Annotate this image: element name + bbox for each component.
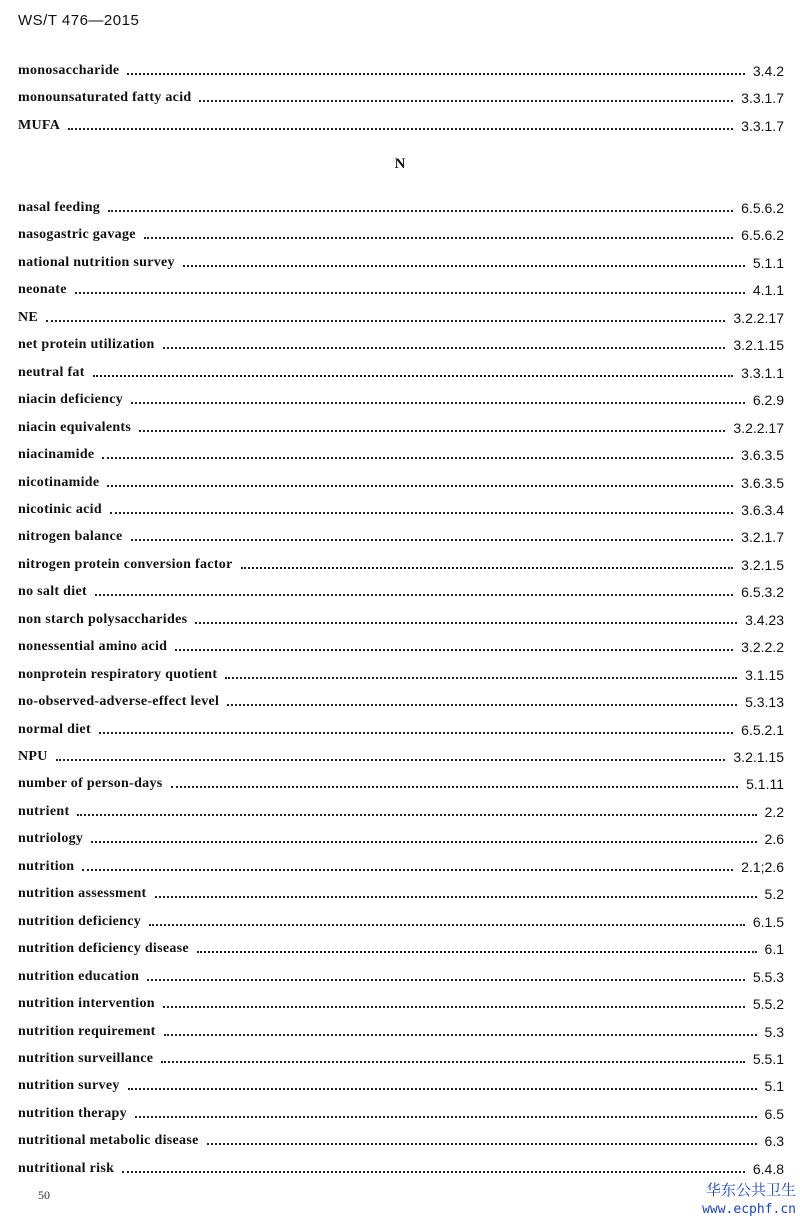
clause-reference: 3.6.3.5 <box>741 474 784 491</box>
index-term: nutrition deficiency disease <box>18 941 189 957</box>
index-term: normal diet <box>18 721 91 737</box>
index-term: nutrient <box>18 803 70 819</box>
index-entry <box>18 610 784 630</box>
index-entry <box>18 884 784 904</box>
index-entry <box>18 967 784 987</box>
index-entry <box>18 912 784 932</box>
dot-leader <box>135 1116 757 1118</box>
index-term: national nutrition survey <box>18 254 175 270</box>
index-term: nicotinamide <box>18 474 100 490</box>
index-term: niacin equivalents <box>18 419 132 435</box>
clause-reference: 3.2.2.2 <box>741 639 784 656</box>
index-term: net protein utilization <box>18 337 155 353</box>
index-entry <box>18 939 784 959</box>
index-term: monosaccharide <box>18 63 120 78</box>
clause-reference: 2.2 <box>764 803 784 820</box>
index-term: nitrogen protein conversion factor <box>18 556 233 572</box>
watermark <box>676 1180 796 1220</box>
clause-reference: 6.1 <box>764 941 784 958</box>
dot-leader <box>144 237 733 239</box>
index-entry <box>18 1022 784 1042</box>
index-term: nutritional risk <box>18 1160 115 1176</box>
dot-leader <box>149 924 745 926</box>
index-term: nutrition survey <box>18 1078 120 1094</box>
clause-reference: 5.5.2 <box>752 996 784 1013</box>
clause-reference: 3.3.1.7 <box>741 117 784 134</box>
clause-reference: 6.3 <box>764 1133 784 1150</box>
dot-leader <box>131 402 745 404</box>
index-term: nutrition deficiency <box>18 913 142 929</box>
dot-leader <box>171 786 739 788</box>
clause-reference: 5.5.1 <box>752 1050 784 1067</box>
index-entry <box>18 473 784 493</box>
clause-reference: 6.2.9 <box>752 392 784 409</box>
clause-reference: 5.1.11 <box>746 776 784 793</box>
clause-reference: 3.6.3.5 <box>741 447 784 464</box>
index-term: nicotinic acid <box>18 501 102 517</box>
index-entry <box>18 500 784 520</box>
dot-leader <box>164 1034 757 1036</box>
index-entry <box>18 335 784 355</box>
index-term: niacin deficiency <box>18 392 124 408</box>
index-entry <box>18 637 784 657</box>
index-entry <box>18 994 784 1014</box>
clause-reference: 5.3 <box>764 1023 784 1040</box>
index-entry <box>18 774 784 794</box>
index-term: nutrition surveillance <box>18 1050 154 1066</box>
index-entry <box>18 747 784 767</box>
dot-leader <box>122 1171 745 1173</box>
standard-code-header: WS/T 476—2015 <box>18 12 140 29</box>
index-entry <box>18 198 784 218</box>
dot-leader <box>95 594 733 596</box>
dot-leader <box>195 622 737 624</box>
dot-leader <box>91 841 756 843</box>
index-entry <box>18 1104 784 1124</box>
index-term: nasogastric gavage <box>18 227 136 243</box>
index-entry <box>18 1131 784 1151</box>
clause-reference: 3.2.1.15 <box>733 749 784 765</box>
clause-reference: 5.2 <box>764 886 784 903</box>
watermark-url: www.ecphf.cn <box>702 1202 796 1217</box>
dot-leader <box>102 457 733 459</box>
index-entry <box>18 1076 784 1096</box>
clause-reference: 3.1.15 <box>745 666 784 683</box>
index-entry <box>18 665 784 685</box>
index-term: nutritional metabolic disease <box>18 1133 199 1149</box>
index-entry <box>18 253 784 273</box>
dot-leader <box>175 649 733 651</box>
index-term: niacinamide <box>18 447 95 463</box>
watermark-name: 华东公共卫生 <box>705 1181 796 1199</box>
index-entry <box>18 61 784 81</box>
clause-reference: 6.5.2.1 <box>741 721 784 738</box>
dot-leader <box>110 512 733 514</box>
index-term: MUFA <box>18 117 61 133</box>
index-term: nutrition assessment <box>18 886 147 902</box>
index-term: NPU <box>18 749 48 764</box>
index-term: monounsaturated fatty acid <box>18 90 192 106</box>
clause-reference: 4.1.1 <box>752 282 784 299</box>
index-term: nonessential amino acid <box>18 639 168 655</box>
dot-leader <box>139 430 725 432</box>
dot-leader <box>75 292 745 294</box>
index-entry <box>18 720 784 740</box>
index-term: nutriology <box>18 831 84 847</box>
dot-leader <box>128 1088 757 1090</box>
index-entry <box>18 1159 784 1179</box>
clause-reference: 5.1 <box>764 1078 784 1095</box>
dot-leader <box>207 1143 757 1145</box>
clause-reference: 6.5.3.2 <box>741 584 784 601</box>
index-entry <box>18 363 784 383</box>
clause-reference: 5.1.1 <box>752 254 784 271</box>
section-letter-heading: N <box>394 156 406 172</box>
index-term: NE <box>18 309 39 325</box>
clause-reference: 6.5.6.2 <box>741 227 784 244</box>
clause-reference: 3.2.1.15 <box>733 337 784 354</box>
clause-reference: 3.6.3.4 <box>741 501 784 518</box>
index-term: nutrition education <box>18 968 140 984</box>
index-entry <box>18 280 784 300</box>
dot-leader <box>227 704 737 706</box>
clause-reference: 6.1.5 <box>752 913 784 930</box>
dot-leader <box>155 896 757 898</box>
index-entry <box>18 116 784 136</box>
index-term: nutrition intervention <box>18 996 155 1012</box>
index-term: nasal feeding <box>18 200 101 215</box>
page-number: 50 <box>38 1188 50 1202</box>
index-term: non starch polysaccharides <box>18 611 188 627</box>
index-term: number of person-days <box>18 776 163 792</box>
clause-reference: 2.6 <box>764 831 784 848</box>
index-entry <box>18 418 784 438</box>
index-term: nutrition requirement <box>18 1023 156 1039</box>
index-term: nonprotein respiratory quotient <box>18 666 218 682</box>
dot-leader <box>225 677 737 679</box>
index-entry <box>18 802 784 822</box>
dot-leader <box>77 814 756 816</box>
index-entry <box>18 857 784 877</box>
dot-leader <box>93 375 733 377</box>
dot-leader <box>82 869 733 871</box>
clause-reference: 3.2.1.7 <box>741 529 784 546</box>
dot-leader <box>107 485 733 487</box>
index-term: nitrogen balance <box>18 529 123 545</box>
index-term: nutrition <box>18 858 75 874</box>
clause-reference: 2.1;2.6 <box>741 858 784 875</box>
index-entry <box>18 829 784 849</box>
index-term: neutral fat <box>18 364 85 380</box>
dot-leader <box>147 979 745 981</box>
dot-leader <box>163 1006 745 1008</box>
dot-leader <box>127 73 744 75</box>
clause-reference: 6.4.8 <box>752 1160 784 1177</box>
clause-reference: 3.2.2.17 <box>733 309 784 326</box>
dot-leader <box>108 210 733 212</box>
clause-reference: 5.3.13 <box>745 694 784 711</box>
clause-reference: 3.4.23 <box>745 611 784 628</box>
index-entry <box>18 88 784 108</box>
clause-reference: 3.2.2.17 <box>733 419 784 436</box>
clause-reference: 5.5.3 <box>752 968 784 985</box>
clause-reference: 3.4.2 <box>752 63 784 79</box>
dot-leader <box>46 320 725 322</box>
index-term: neonate <box>18 282 67 298</box>
clause-reference: 6.5 <box>764 1105 784 1122</box>
index-entry <box>18 308 784 328</box>
dot-leader <box>197 951 757 953</box>
index-entry <box>18 390 784 410</box>
dot-leader <box>99 732 733 734</box>
index-entry <box>18 582 784 602</box>
dot-leader <box>68 128 733 130</box>
dot-leader <box>241 567 734 569</box>
index-entry <box>18 527 784 547</box>
dot-leader <box>56 759 726 761</box>
index-entry <box>18 692 784 712</box>
dot-leader <box>183 265 745 267</box>
dot-leader <box>199 100 733 102</box>
index-entry <box>18 225 784 245</box>
dot-leader <box>161 1061 745 1063</box>
index-entry <box>18 445 784 465</box>
clause-reference: 3.3.1.7 <box>741 90 784 107</box>
clause-reference: 3.2.1.5 <box>741 556 784 573</box>
index-term: nutrition therapy <box>18 1105 127 1121</box>
dot-leader <box>131 539 734 541</box>
index-entry <box>18 1049 784 1069</box>
dot-leader <box>163 347 726 349</box>
index-term: no-observed-adverse-effect level <box>18 694 220 710</box>
clause-reference: 3.3.1.1 <box>741 364 784 381</box>
index-entry <box>18 555 784 575</box>
clause-reference: 6.5.6.2 <box>741 200 784 216</box>
index-term: no salt diet <box>18 584 87 600</box>
